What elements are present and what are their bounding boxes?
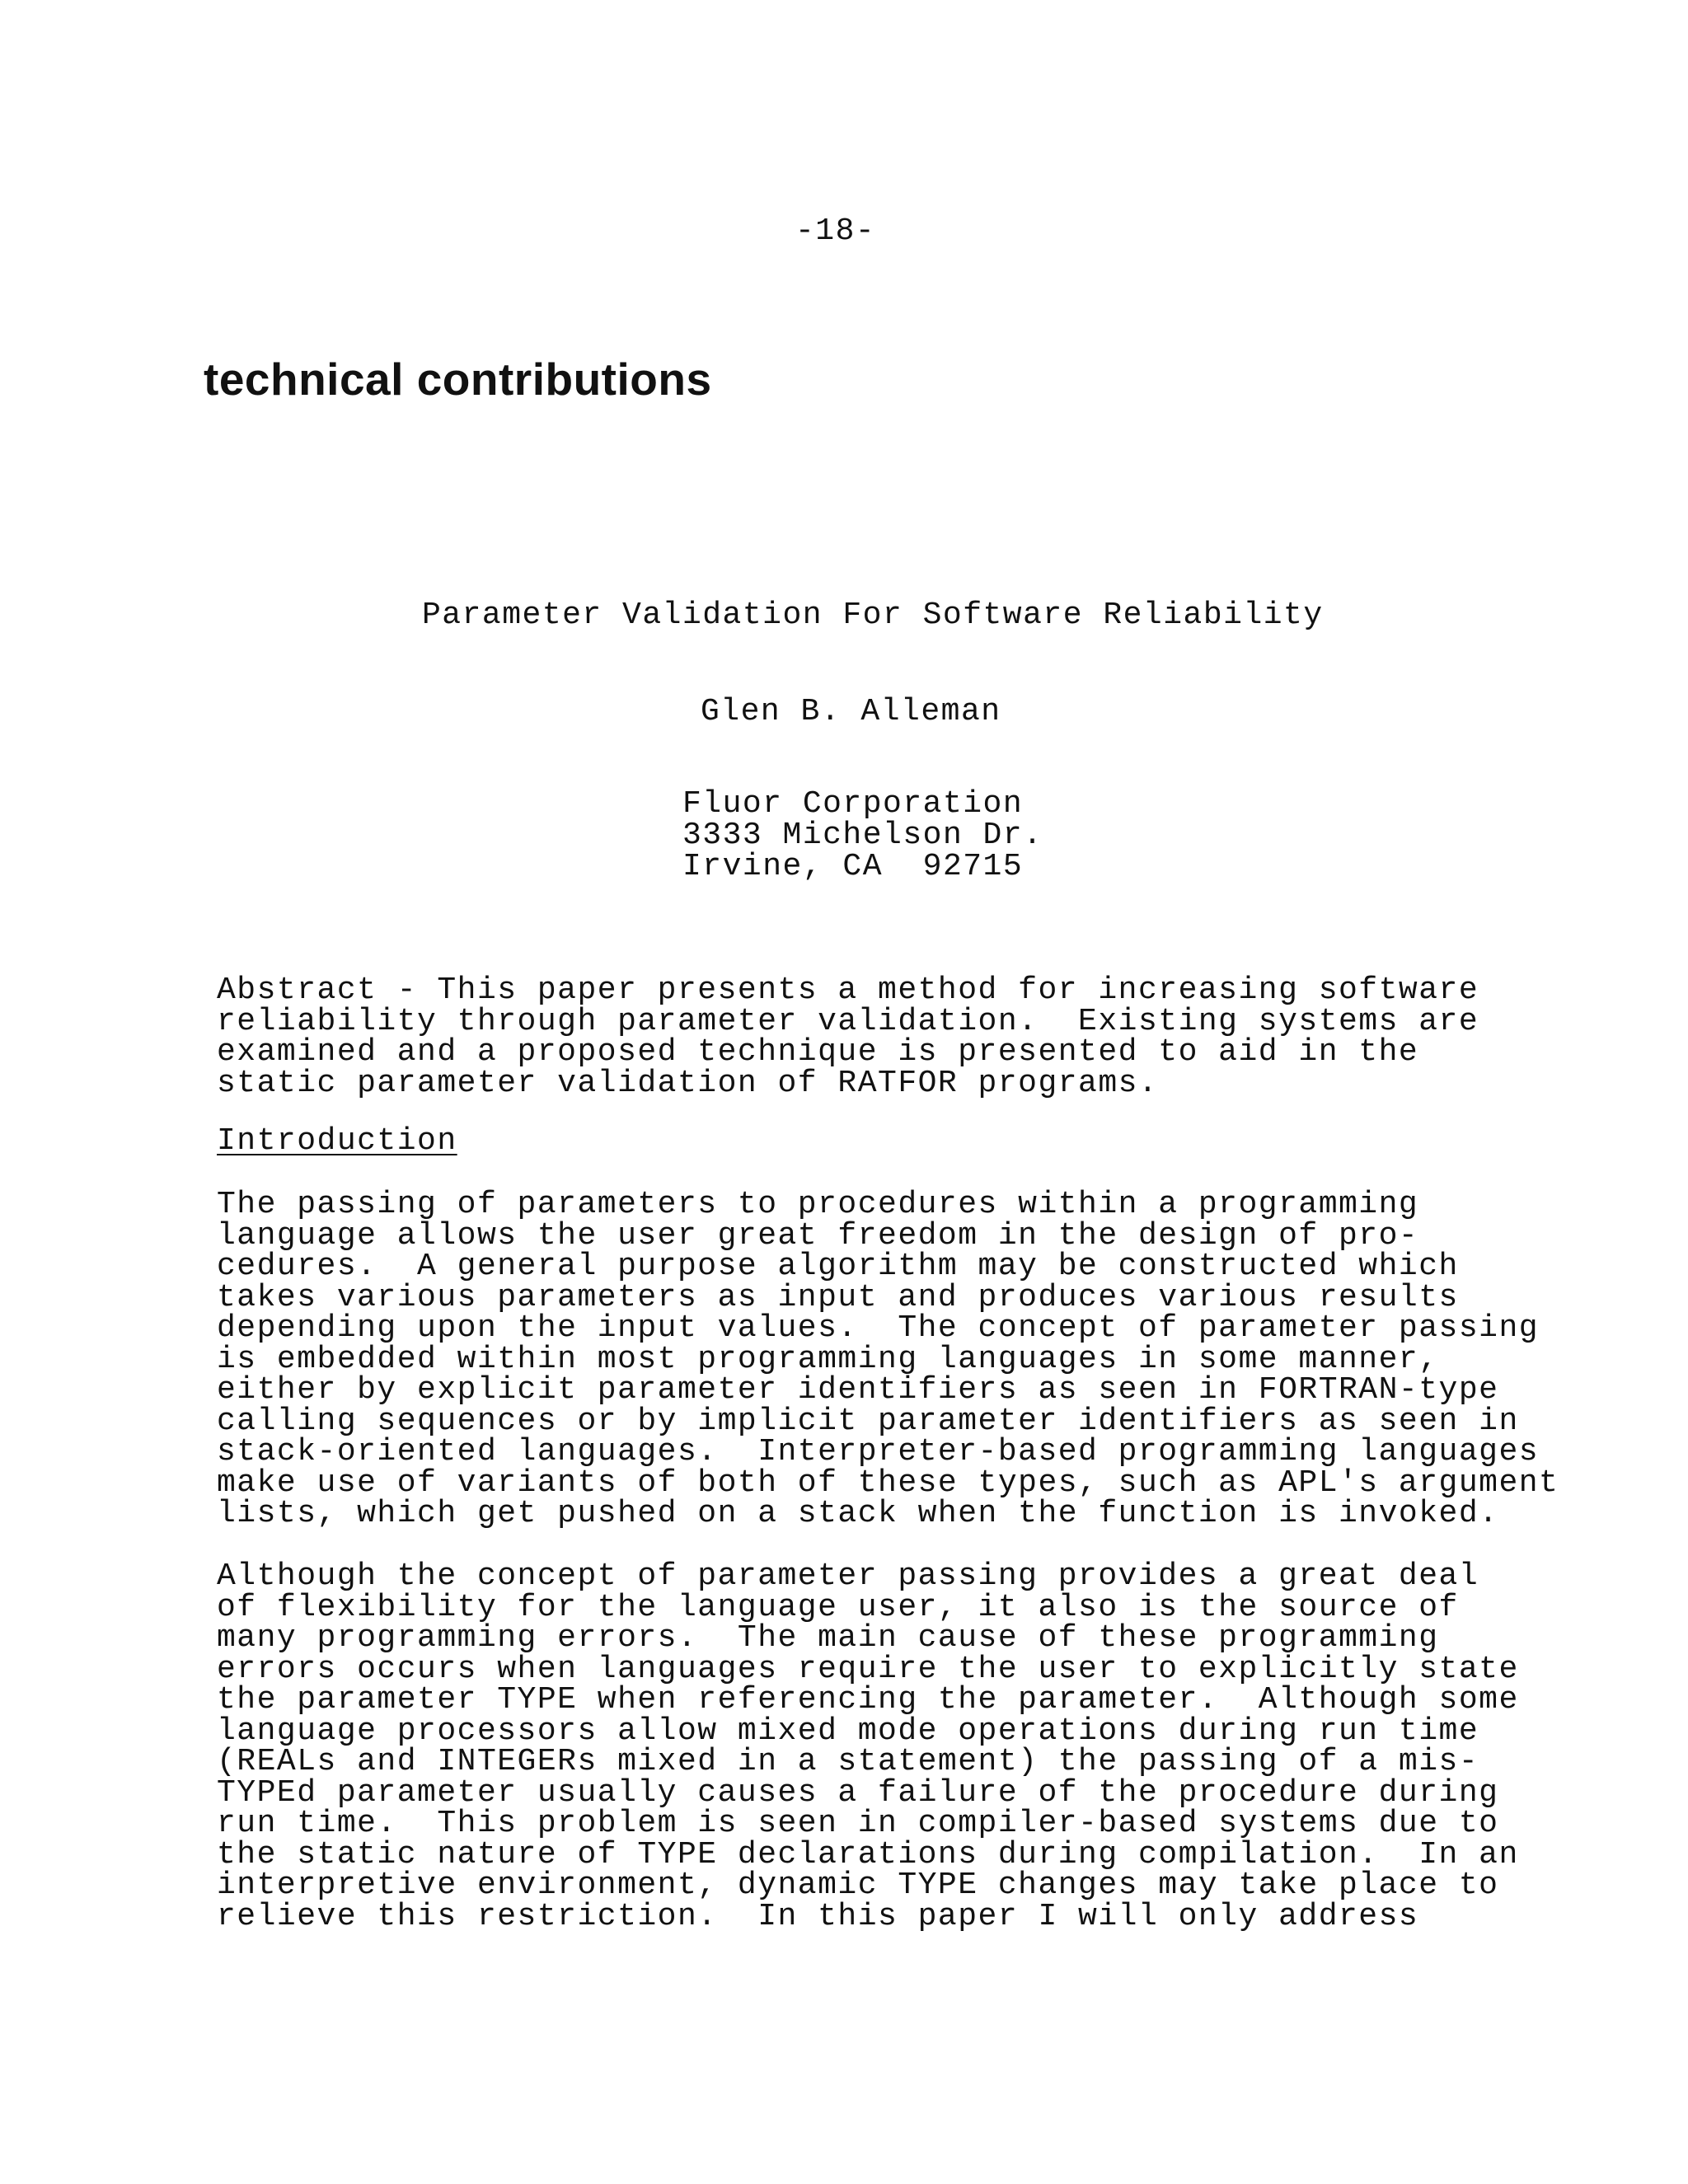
- introduction-paragraph-2: Although the concept of parameter passing provides a great deal of flexibility for the language user, it also is the source of many programming errors. The main cause of these programming errors occurs when languages require the user to explicitly state the parameter TYPE when referencing the parameter. Although some language processors allow mixed mode operations during run time (REALs and INTEGERs mixed in a statement) the passing of a mis- TYPEd parameter usually causes a failure of the procedure during run time. This problem is seen in compiler-based systems due to the static nature of TYPE declarations during compilation. In an interpretive environment, dynamic TYPE changes may take place to relieve this restriction. In this paper I will only address: [217, 1558, 1519, 1934]
- page-number: -18-: [795, 213, 876, 249]
- abstract-paragraph: Abstract - This paper presents a method for increasing software reliability through parameter validation. Existing systems are examined and a proposed technique is presented to aid in the static parameter validation of RATFOR programs.: [217, 972, 1479, 1101]
- section-heading: technical contributions: [204, 354, 712, 405]
- introduction-paragraph-1: The passing of parameters to procedures within a programming language allows the user great freedom in the design of pro- cedures. A general purpose algorithm may be constructed which takes various parameters as input and produces various results depending upon the input values. The concept of parameter passing is embedded within most programming languages in some manner, either by explicit parameter identifiers as seen in FORTRAN-type calling sequences or by implicit parameter identifiers as seen in stack-oriented languages. Interpreter-based programming languages make use of variants of both of these types, such as APL's argument lists, which get pushed on a stack when the function is invoked.: [217, 1187, 1559, 1531]
- affiliation-organization: Fluor Corporation: [682, 786, 1024, 822]
- introduction-heading: Introduction: [217, 1123, 457, 1159]
- affiliation-street: 3333 Michelson Dr.: [682, 818, 1043, 853]
- paper-title: Parameter Validation For Software Reliability: [422, 598, 1324, 633]
- affiliation-city: Irvine, CA 92715: [682, 849, 1024, 884]
- paper-author: Glen B. Alleman: [701, 694, 1001, 729]
